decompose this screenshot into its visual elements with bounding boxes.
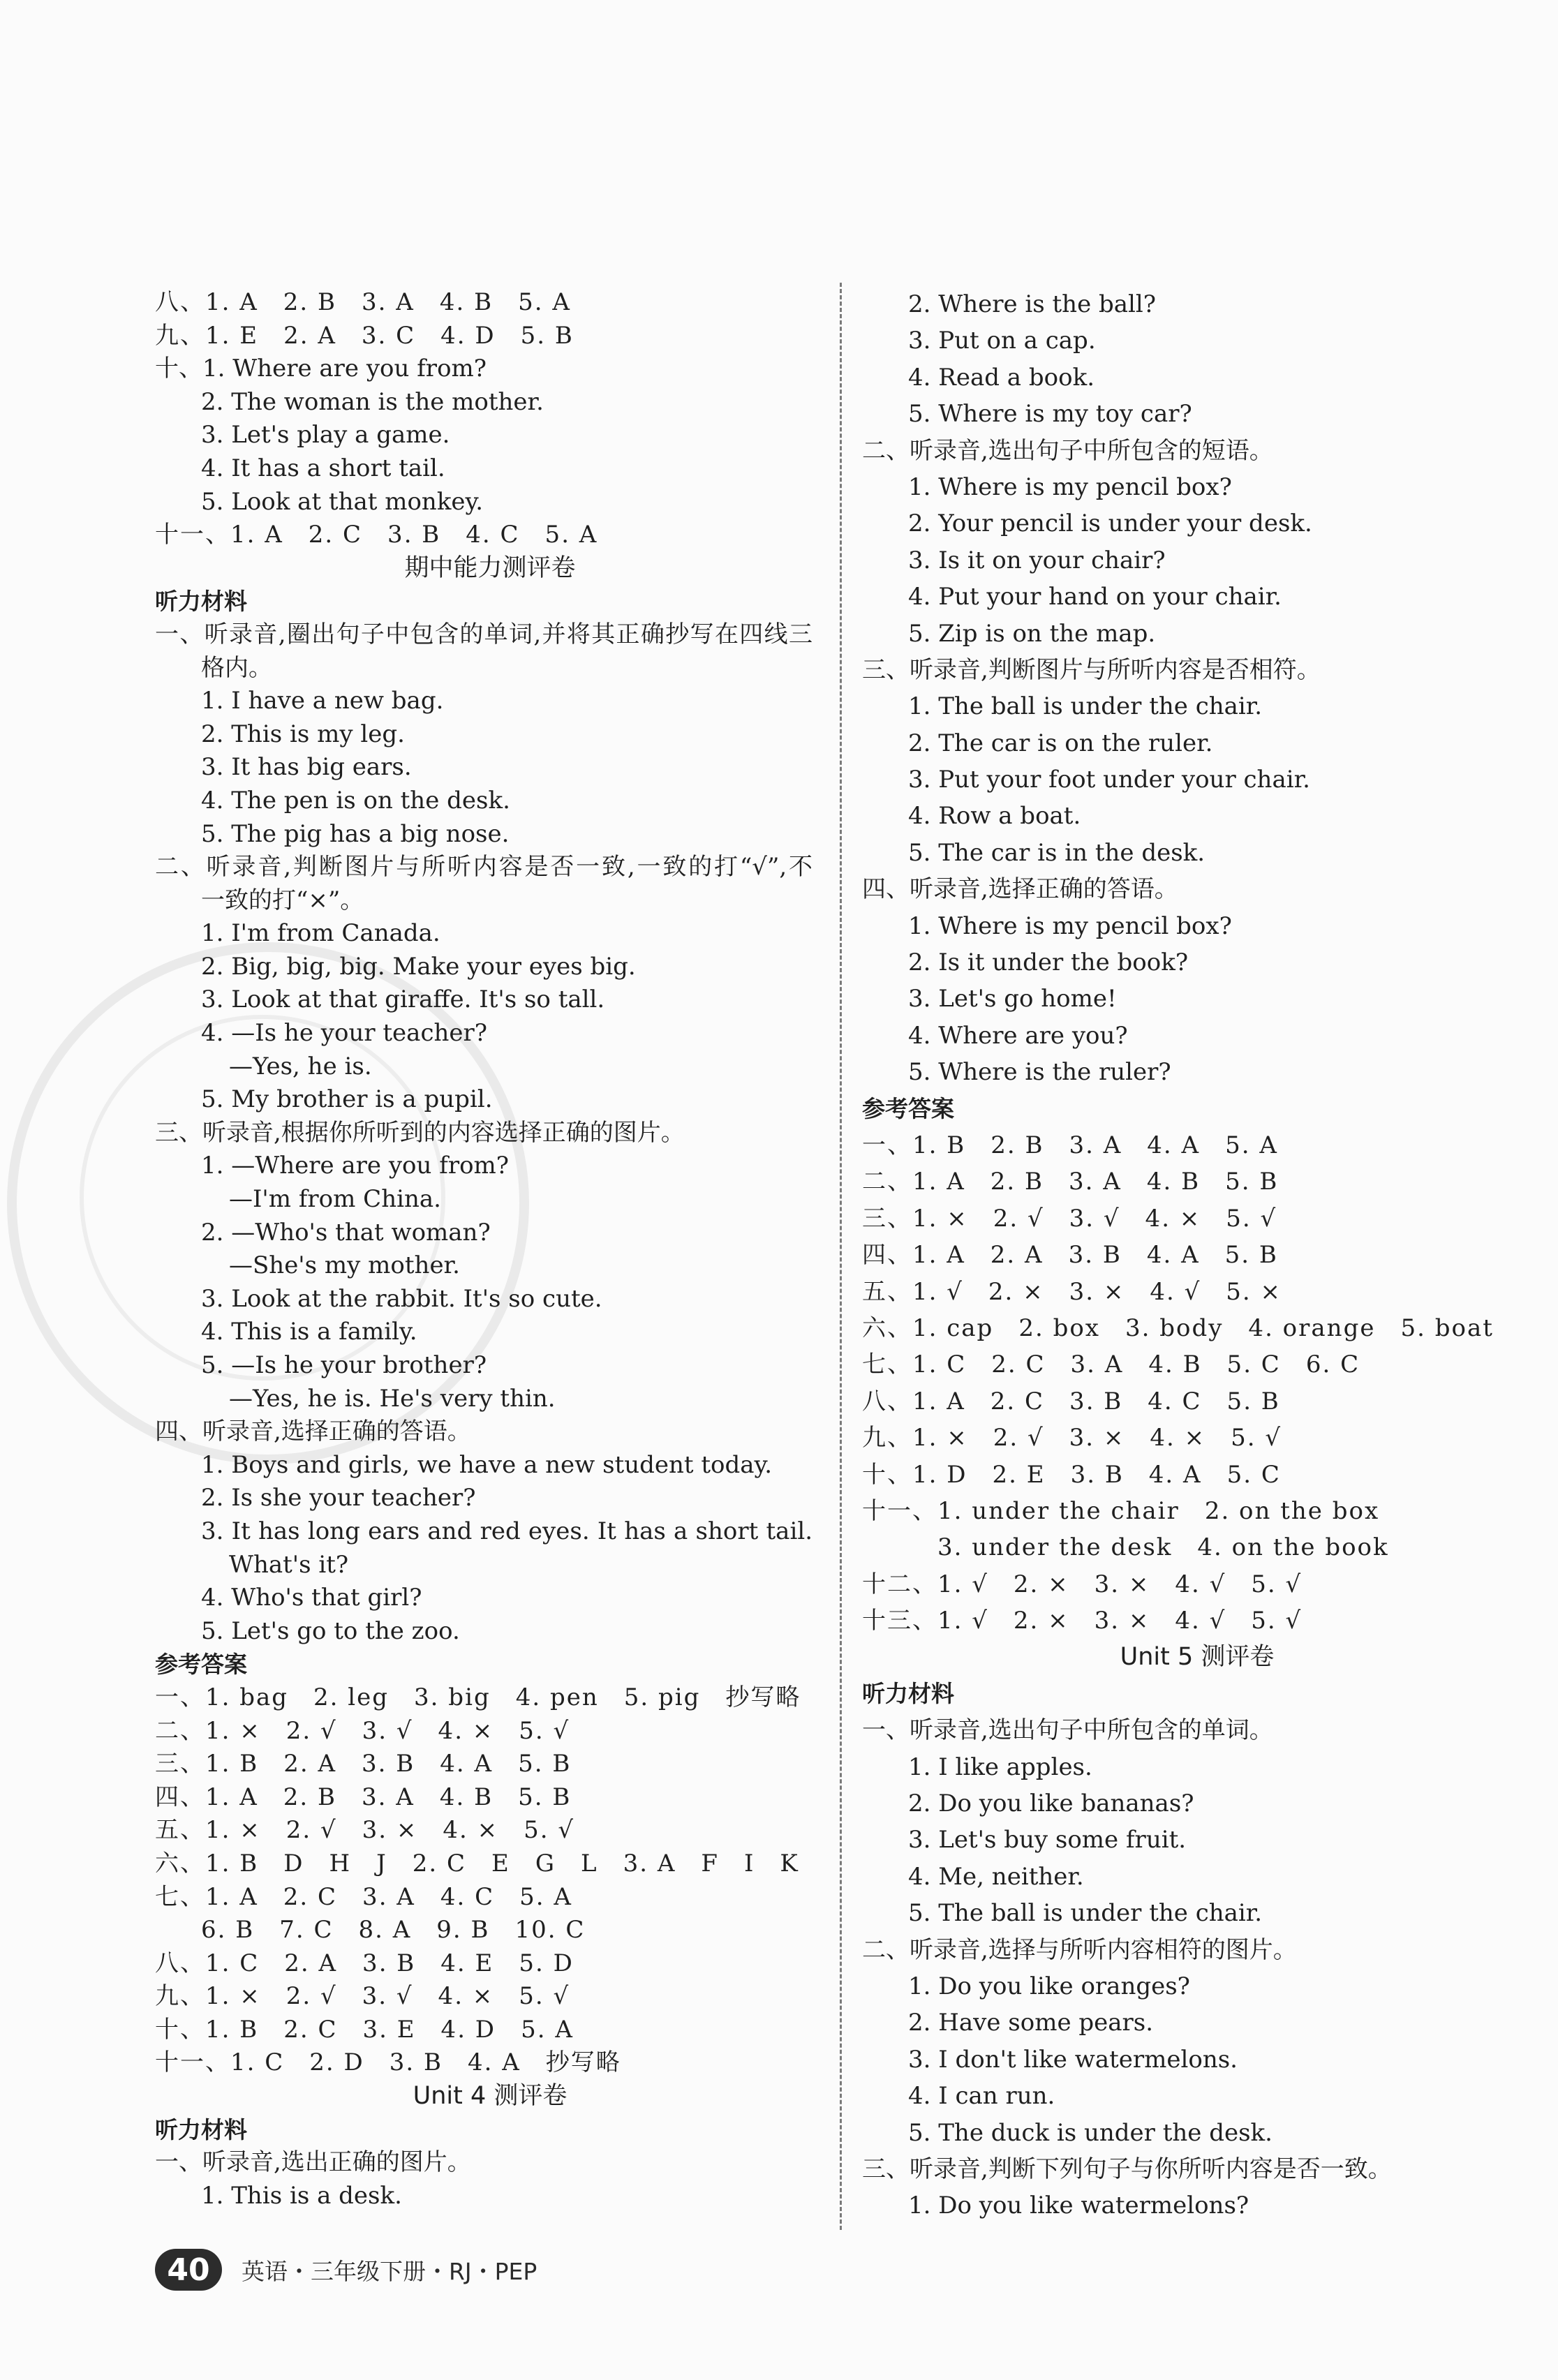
text-line: 3. Put on a cap.	[908, 327, 1096, 355]
text-line: 4. It has a short tail.	[201, 454, 445, 482]
footer-book-info: 英语・三年级下册・RJ・PEP	[242, 2257, 537, 2285]
answer-line: 四、1. A 2. A 3. B 4. A 5. B	[862, 1241, 1278, 1270]
text-line: 3. Look at the rabbit. It's so cute.	[201, 1284, 602, 1313]
text-line: 4. Row a boat.	[908, 802, 1081, 831]
text-line: 4. Who's that girl?	[201, 1584, 422, 1612]
text-line: 二、听录音,选择与所听内容相符的图片。	[862, 1935, 1297, 1964]
text-line: 5. —Is he your brother?	[201, 1351, 487, 1379]
section-title: 期中能力测评卷	[404, 553, 576, 582]
text-line: 5. My brother is a pupil.	[201, 1085, 493, 1114]
page-number: 40	[155, 2249, 222, 2291]
answer-line: 一、1. B 2. B 3. A 4. A 5. A	[862, 1131, 1278, 1159]
answer-line: 6. B 7. C 8. A 9. B 10. C	[201, 1916, 586, 1944]
text-line: 二、听录音,选出句子中所包含的短语。	[862, 436, 1273, 465]
text-line: 3. I don't like watermelons.	[908, 2045, 1238, 2074]
answer-line: 3. under the desk 4. on the book	[912, 1533, 1389, 1562]
text-line: —I'm from China.	[205, 1185, 441, 1214]
section-title: Unit 5 测评卷	[1120, 1643, 1275, 1672]
answer-line: 三、1. × 2. √ 3. √ 4. × 5. √	[862, 1204, 1277, 1233]
page-footer	[155, 2245, 537, 2294]
text-line: 4. —Is he your teacher?	[201, 1019, 487, 1048]
answer-line: 十一、1. under the chair 2. on the box	[862, 1496, 1380, 1525]
text-line: 2. This is my leg.	[201, 720, 405, 748]
text-line: 4. Where are you?	[908, 1021, 1128, 1050]
text-line: 2. Is she your teacher?	[201, 1484, 476, 1512]
text-line: 4. I can run.	[908, 2082, 1055, 2111]
text-line: 一、听录音,选出句子中所包含的单词。	[862, 1716, 1273, 1745]
answer-line: 五、1. × 2. √ 3. × 4. × 5. √	[155, 1816, 575, 1845]
answer-line: 八、1. A 2. C 3. B 4. C 5. B	[862, 1387, 1280, 1415]
text-line: 1. I'm from Canada.	[201, 919, 440, 948]
text-line: 二、听录音,判断图片与所听内容是否一致,一致的打“√”,不	[155, 853, 813, 882]
section-heading: 听力材料	[155, 588, 247, 616]
answer-line: 九、1. × 2. √ 3. √ 4. × 5. √	[155, 1982, 570, 2011]
text-line: 2. Do you like bananas?	[908, 1790, 1194, 1818]
answer-line: 十、1. D 2. E 3. B 4. A 5. C	[862, 1460, 1281, 1489]
right-column	[862, 286, 1532, 2224]
text-line: 三、听录音,判断图片与所听内容是否相符。	[862, 655, 1321, 684]
answer-line: 八、1. C 2. A 3. B 4. E 5. D	[155, 1949, 574, 1977]
answer-line: 二、1. × 2. √ 3. √ 4. × 5. √	[155, 1716, 570, 1745]
answer-line: 七、1. C 2. C 3. A 4. B 5. C 6. C	[862, 1351, 1360, 1379]
text-line: 5. The ball is under the chair.	[908, 1899, 1263, 1928]
answer-line: 八、1. A 2. B 3. A 4. B 5. A	[155, 288, 571, 316]
text-line: 四、听录音,选择正确的答语。	[862, 875, 1178, 904]
text-line: 2. Is it under the book?	[908, 949, 1189, 977]
text-line: 3. Let's buy some fruit.	[908, 1826, 1187, 1854]
text-line: 1. This is a desk.	[201, 2181, 402, 2210]
text-line: 5. The pig has a big nose.	[201, 819, 510, 848]
answer-line: 十三、1. √ 2. × 3. × 4. √ 5. √	[862, 1607, 1303, 1635]
column-divider	[840, 283, 842, 2230]
text-line: 四、听录音,选择正确的答语。	[155, 1418, 471, 1446]
section-heading: 参考答案	[862, 1094, 954, 1122]
text-line: 1. Where is my pencil box?	[908, 473, 1232, 501]
text-line: 4. This is a family.	[201, 1318, 417, 1346]
answer-line: 九、1. E 2. A 3. C 4. D 5. B	[155, 321, 574, 350]
text-line: 格内。	[201, 653, 272, 682]
text-line: 一致的打“×”。	[201, 886, 364, 914]
text-line: 1. The ball is under the chair.	[908, 692, 1263, 721]
text-line: 2. The car is on the ruler.	[908, 729, 1213, 757]
left-column	[155, 286, 825, 2212]
text-line: 1. I have a new bag.	[201, 687, 444, 715]
text-line: 2. Big, big, big. Make your eyes big.	[201, 952, 636, 981]
text-line: 3. Let's play a game.	[201, 421, 450, 449]
text-line: 一、听录音,圈出句子中包含的单词,并将其正确抄写在四线三	[155, 620, 813, 648]
text-line: 1. Where is my pencil box?	[908, 912, 1232, 940]
text-line: 2. —Who's that woman?	[201, 1218, 491, 1247]
text-line: 一、听录音,选出正确的图片。	[155, 2148, 471, 2177]
text-line: 2. Have some pears.	[908, 2009, 1154, 2037]
answer-line: 六、1. cap 2. box 3. body 4. orange 5. boat	[862, 1314, 1494, 1342]
text-line: 3. Is it on your chair?	[908, 546, 1166, 574]
answer-line: 一、1. bag 2. leg 3. big 4. pen 5. pig 抄写略	[155, 1683, 801, 1711]
text-line: 十、1. Where are you from?	[155, 355, 487, 383]
text-line: 3. Let's go home!	[908, 985, 1117, 1013]
text-line: 1. Do you like oranges?	[908, 1972, 1190, 2000]
answer-line: 二、1. A 2. B 3. A 4. B 5. B	[862, 1168, 1279, 1196]
text-line: 1. Boys and girls, we have a new student today.	[201, 1450, 773, 1479]
text-line: 4. The pen is on the desk.	[201, 786, 510, 815]
text-line: 2. Your pencil is under your desk.	[908, 510, 1312, 538]
text-line: 三、听录音,判断下列句子与你所听内容是否一致。	[862, 2155, 1392, 2183]
answer-line: 十、1. B 2. C 3. E 4. D 5. A	[155, 2015, 574, 2044]
answer-line: 六、1. B D H J 2. C E G L 3. A F I K	[155, 1849, 799, 1877]
answer-line: 十二、1. √ 2. × 3. × 4. √ 5. √	[862, 1570, 1303, 1598]
text-line: 2. The woman is the mother.	[201, 387, 544, 416]
answer-line: 十一、1. A 2. C 3. B 4. C 5. A	[155, 521, 598, 549]
text-line: 3. It has long ears and red eyes. It has a short tail.	[201, 1517, 813, 1545]
text-line: 三、听录音,根据你所听到的内容选择正确的图片。	[155, 1118, 685, 1147]
text-line: —She's my mother.	[205, 1251, 460, 1280]
text-line: 1. —Where are you from?	[201, 1152, 510, 1180]
text-line: 5. Where is my toy car?	[908, 400, 1192, 429]
text-line: —Yes, he is. He's very thin.	[205, 1384, 556, 1413]
answer-line: 五、1. √ 2. × 3. × 4. √ 5. ×	[862, 1277, 1282, 1306]
section-title: Unit 4 测评卷	[413, 2082, 567, 2111]
text-line: —Yes, he is.	[205, 1052, 372, 1080]
answer-line: 三、1. B 2. A 3. B 4. A 5. B	[155, 1750, 572, 1778]
answer-line: 四、1. A 2. B 3. A 4. B 5. B	[155, 1783, 572, 1811]
answer-line: 十一、1. C 2. D 3. B 4. A 抄写略	[155, 2048, 621, 2077]
text-line: 3. Look at that giraffe. It's so tall.	[201, 986, 605, 1014]
text-line: 3. It has big ears.	[201, 753, 412, 782]
text-line: 1. Do you like watermelons?	[908, 2192, 1249, 2220]
text-line: 5. Look at that monkey.	[201, 487, 484, 516]
text-line: 5. Zip is on the map.	[908, 619, 1156, 648]
text-line: 3. Put your foot under your chair.	[908, 766, 1310, 794]
text-line: 5. Let's go to the zoo.	[201, 1616, 460, 1645]
text-line: 2. Where is the ball?	[908, 290, 1157, 318]
text-line: 4. Read a book.	[908, 363, 1095, 392]
section-heading: 听力材料	[155, 2115, 247, 2143]
text-line: 5. The duck is under the desk.	[908, 2118, 1273, 2147]
section-heading: 参考答案	[155, 1651, 247, 1679]
section-heading: 听力材料	[862, 1679, 954, 1707]
text-line: 5. The car is in the desk.	[908, 838, 1205, 867]
text-line: 5. Where is the ruler?	[908, 1058, 1171, 1087]
text-line: 1. I like apples.	[908, 1753, 1092, 1781]
text-line: 4. Me, neither.	[908, 1862, 1084, 1891]
text-line: 4. Put your hand on your chair.	[908, 583, 1282, 611]
answer-line: 九、1. × 2. √ 3. × 4. × 5. √	[862, 1424, 1282, 1452]
answer-line: 七、1. A 2. C 3. A 4. C 5. A	[155, 1882, 572, 1911]
text-line: What's it?	[205, 1550, 349, 1579]
